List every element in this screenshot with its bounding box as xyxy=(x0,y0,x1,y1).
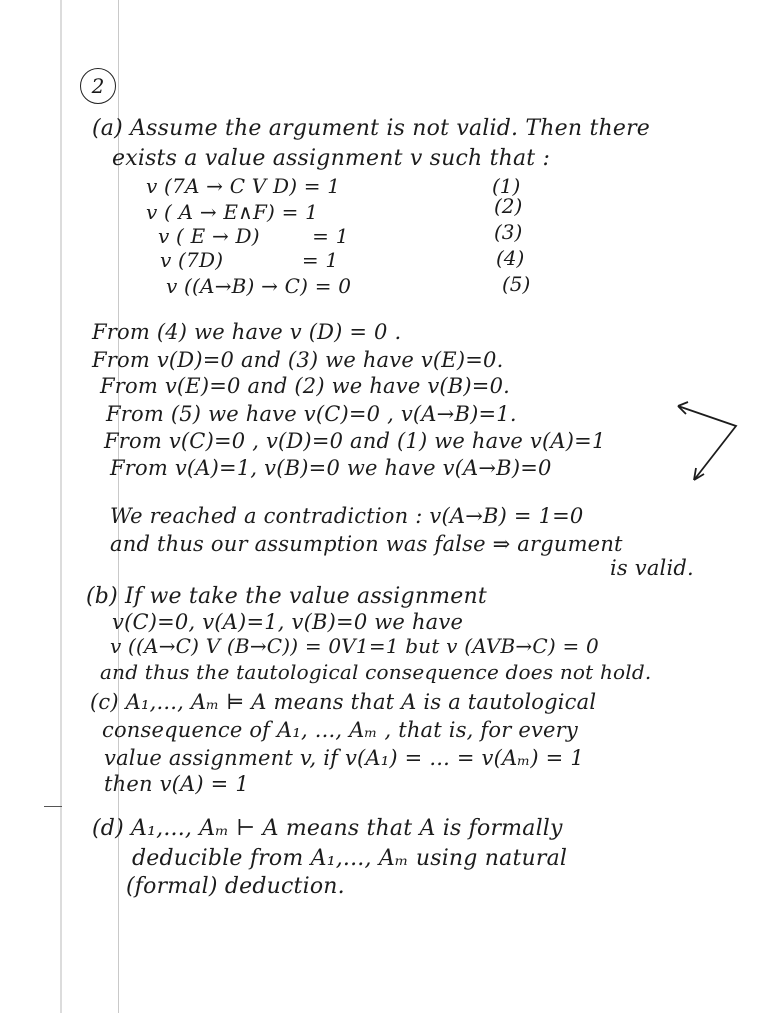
part-a-intro-line1: (a) Assume the argument is not valid. Then there xyxy=(92,116,651,141)
equation-3: v ( E → D) = 1 xyxy=(158,224,349,248)
contradiction-arrow-icon xyxy=(672,396,752,496)
equation-2-number: (2) xyxy=(494,194,523,218)
equation-4-number: (4) xyxy=(496,246,525,270)
equation-1: v (7A → C V D) = 1 xyxy=(146,174,341,198)
equation-5-number: (5) xyxy=(502,272,531,296)
conclusion-line1: We reached a contradiction : v(A→B) = 1=0 xyxy=(110,504,584,528)
part-b-line1: (b) If we take the value assignment xyxy=(86,584,487,609)
part-b-line4: and thus the tautological consequence does not hold. xyxy=(100,660,652,684)
part-c-line3: value assignment v, if v(A₁) = ... = v(Aₘ) = 1 xyxy=(104,746,584,770)
part-c-line4: then v(A) = 1 xyxy=(104,772,249,796)
step-2: From v(D)=0 and (3) we have v(E)=0. xyxy=(92,348,504,372)
question-number: 2 xyxy=(80,68,116,104)
equation-4: v (7D) = 1 xyxy=(160,248,339,272)
equation-1-number: (1) xyxy=(492,174,521,198)
part-d-line2: deducible from A₁,..., Aₘ using natural xyxy=(132,846,568,871)
step-1: From (4) we have v (D) = 0 . xyxy=(92,320,402,344)
part-c-line1: (c) A₁,..., Aₘ ⊨ A means that A is a tautological xyxy=(90,690,597,714)
equation-2: v ( A → E∧F) = 1 xyxy=(146,200,319,224)
part-d-line1: (d) A₁,..., Aₘ ⊢ A means that A is formally xyxy=(92,816,563,841)
step-3: From v(E)=0 and (2) we have v(B)=0. xyxy=(100,374,511,398)
part-b-line2: v(C)=0, v(A)=1, v(B)=0 we have xyxy=(112,610,464,634)
step-6: From v(A)=1, v(B)=0 we have v(A→B)=0 xyxy=(110,456,552,480)
part-d-line3: (formal) deduction. xyxy=(126,874,345,899)
part-a-intro-line2: exists a value assignment v such that : xyxy=(112,146,551,171)
part-c-line2: consequence of A₁, ..., Aₘ , that is, for every xyxy=(102,718,578,742)
conclusion-line2: and thus our assumption was false ⇒ argument xyxy=(110,532,623,556)
equation-3-number: (3) xyxy=(494,220,523,244)
step-4: From (5) we have v(C)=0 , v(A→B)=1. xyxy=(106,402,517,426)
equation-5: v ((A→B) → C) = 0 xyxy=(166,274,352,298)
conclusion-line3: is valid. xyxy=(610,556,694,580)
left-edge-mark xyxy=(60,0,62,1013)
part-b-line3: v ((A→C) V (B→C)) = 0V1=1 but v (AVB→C) = 0 xyxy=(110,634,599,658)
step-5: From v(C)=0 , v(D)=0 and (1) we have v(A)=1 xyxy=(104,429,606,453)
stray-pen-mark xyxy=(44,806,62,807)
